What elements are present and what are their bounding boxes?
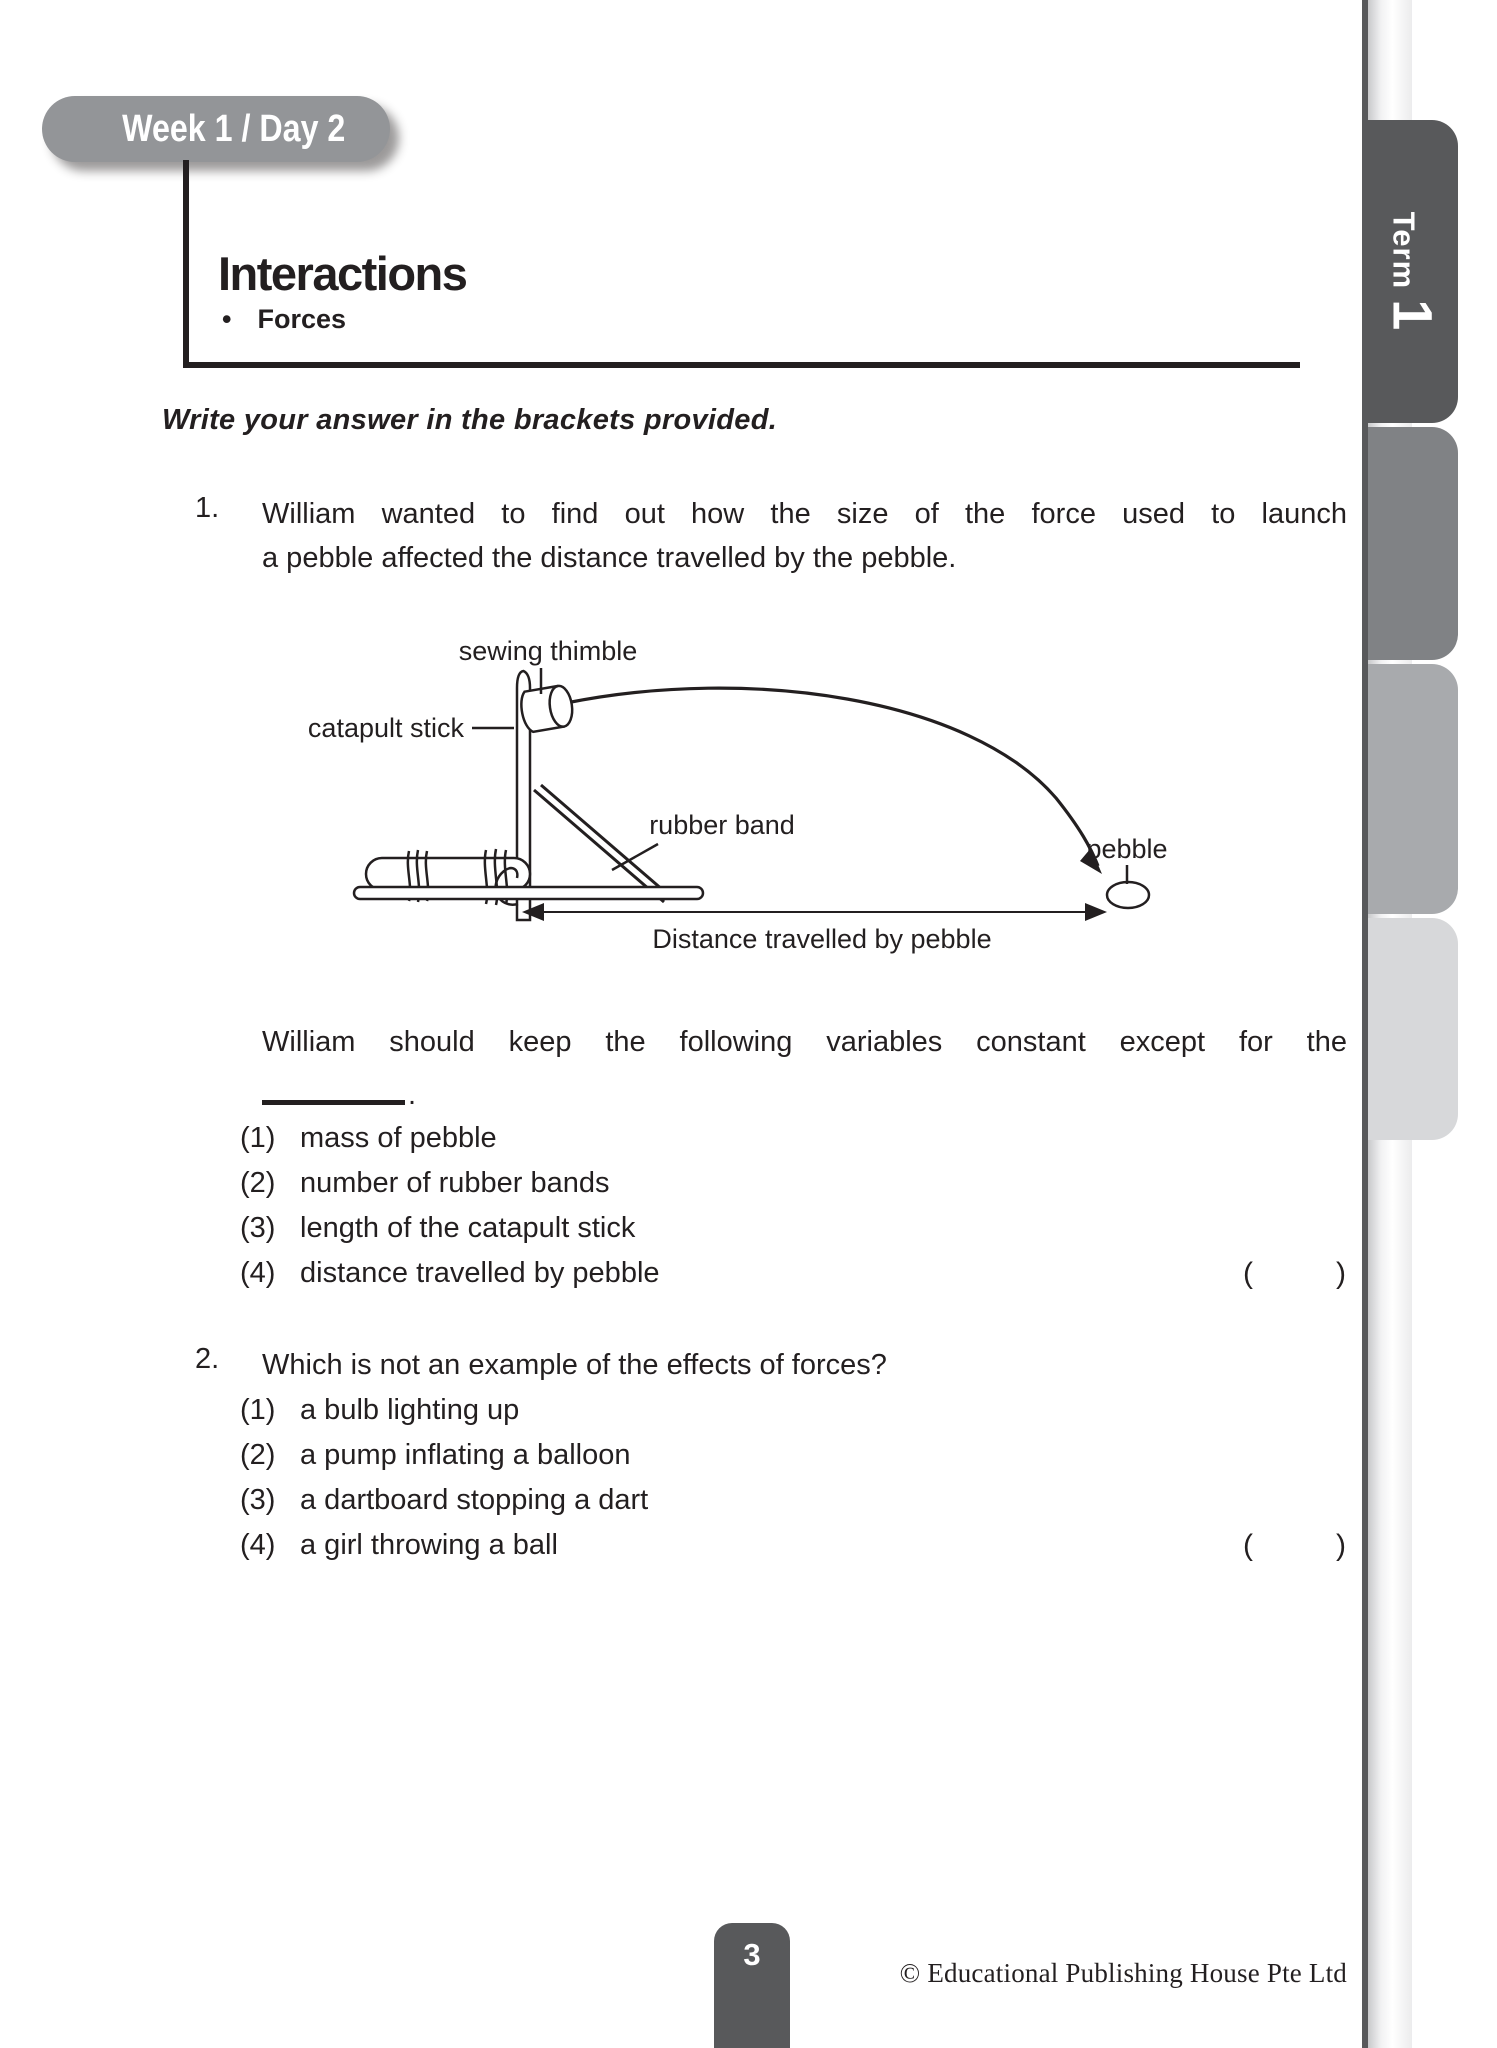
option-row (240, 1478, 1353, 1523)
rubber-band-label: rubber band (649, 810, 795, 840)
question-1-line-1: William wanted to find out how the size of the force used to launch (262, 498, 1347, 530)
page-title: Interactions (218, 247, 467, 300)
pebble-label: pebble (1086, 834, 1168, 864)
question-2-number: 2. (195, 1343, 220, 1375)
question-1-number: 1. (195, 492, 220, 524)
blank-period: . (408, 1079, 417, 1111)
sewing-thimble-label: sewing thimble (458, 636, 638, 666)
question-2-options (240, 1388, 1353, 1568)
page-edge-rule (1362, 0, 1368, 2048)
page-number-tab (714, 1923, 790, 2048)
answer-blank (262, 1072, 416, 1112)
option-number: (4) (240, 1529, 276, 1561)
question-1-prompt: William should keep the following variables constant except for the (262, 1026, 1347, 1058)
option-text: length of the catapult stick (300, 1212, 636, 1244)
option-number: (2) (240, 1439, 276, 1471)
sewing-thimble-shape (519, 684, 575, 733)
distance-arrowhead-right-icon (1085, 903, 1107, 921)
answer-bracket-close: ) (1336, 1529, 1346, 1562)
option-number: (3) (240, 1212, 276, 1244)
question-1-line-2: a pebble affected the distance travelled by the pebble. (262, 542, 957, 574)
week-day-badge (42, 96, 390, 162)
rubber-band-shape (534, 790, 664, 902)
catapult-stick-label: catapult stick (307, 713, 464, 743)
header-horizontal-rule (183, 362, 1300, 368)
option-text: a dartboard stopping a dart (300, 1484, 649, 1516)
option-text: a bulb lighting up (300, 1394, 520, 1426)
option-row (240, 1116, 1353, 1161)
question-1-text (262, 492, 1347, 580)
option-text: a girl throwing a ball (300, 1529, 558, 1561)
page-number: 3 (743, 1937, 761, 1972)
option-number: (4) (240, 1257, 276, 1289)
term-number: 1 (1381, 299, 1445, 332)
option-number: (1) (240, 1394, 276, 1426)
question-1-options (240, 1116, 1353, 1296)
option-row (240, 1433, 1353, 1478)
answer-bracket-open: ( (1243, 1257, 1253, 1290)
option-number: (2) (240, 1167, 276, 1199)
distance-label: Distance travelled by pebble (652, 924, 992, 954)
topic-row (222, 304, 346, 335)
option-number: (1) (240, 1122, 276, 1154)
option-text: a pump inflating a balloon (300, 1439, 631, 1471)
option-row (240, 1388, 1353, 1433)
base-plate-shape (354, 887, 703, 899)
answer-bracket-open: ( (1243, 1529, 1253, 1562)
option-row (240, 1251, 1353, 1296)
bullet-icon: • (222, 304, 232, 334)
topic-label: Forces (257, 304, 346, 334)
rubber-band-shape-2 (541, 785, 671, 897)
instruction-text: Write your answer in the brackets provided. (162, 404, 778, 436)
option-row (240, 1206, 1353, 1251)
option-text: mass of pebble (300, 1122, 497, 1154)
term-tab (1368, 120, 1458, 423)
option-text: distance travelled by pebble (300, 1257, 660, 1289)
blank-underline (262, 1100, 405, 1105)
option-row (240, 1161, 1353, 1206)
header-vertical-rule (183, 160, 189, 368)
option-row (240, 1523, 1353, 1568)
question-2-text: Which is not an example of the effects of forces? (262, 1349, 887, 1381)
side-tab-3 (1368, 664, 1458, 914)
side-tab-4 (1368, 918, 1458, 1140)
option-text: number of rubber bands (300, 1167, 610, 1199)
trajectory-arc (566, 688, 1098, 866)
term-tab-label (1381, 212, 1446, 332)
option-number: (3) (240, 1484, 276, 1516)
week-day-badge-label: Week 1 / Day 2 (121, 107, 346, 150)
pebble-shape (1107, 882, 1149, 908)
answer-bracket-close: ) (1336, 1257, 1346, 1290)
side-tab-2 (1368, 427, 1458, 660)
catapult-diagram (230, 608, 1370, 998)
copyright-text: © Educational Publishing House Pte Ltd (899, 1958, 1347, 1988)
term-word: Term (1386, 211, 1422, 290)
